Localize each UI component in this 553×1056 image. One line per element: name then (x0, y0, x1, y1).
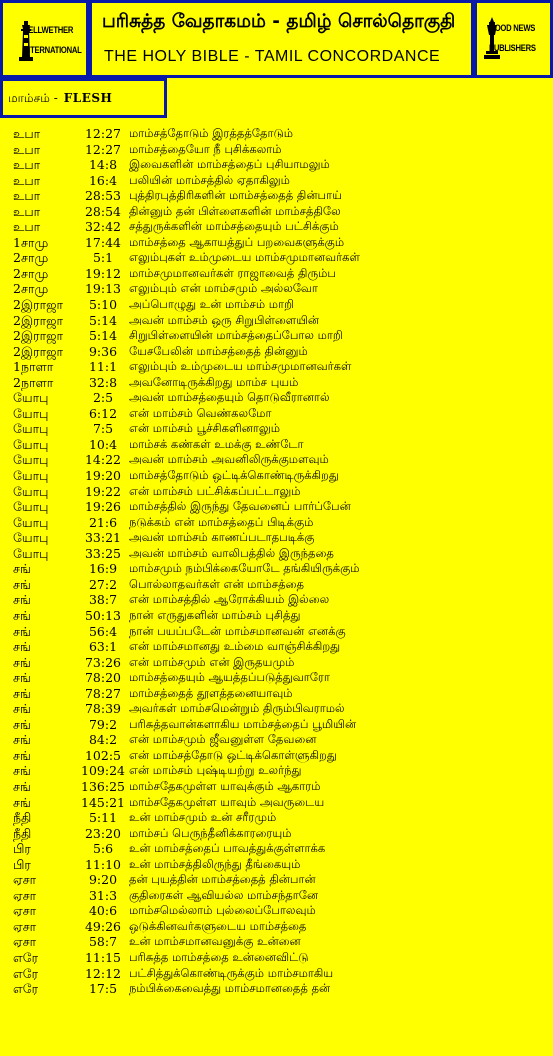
book-abbrev: சங் (13, 685, 31, 701)
verse-text: என் மாம்சமானது உம்மை வாஞ்சிக்கிறது (129, 639, 341, 654)
verse-text: ஒடுக்கினவர்களுடைய மாம்சத்தை (129, 918, 307, 933)
book-abbrev: யோபு (13, 483, 49, 499)
concordance-row (13, 468, 548, 484)
verse-ref: 7:5 (92, 421, 114, 437)
verse-ref: 32:8 (88, 374, 118, 390)
concordance-row (13, 390, 548, 406)
book-abbrev: உபா (13, 188, 41, 204)
concordance-row (13, 499, 548, 515)
concordance-row (13, 297, 548, 313)
book-abbrev: உபா (13, 219, 41, 235)
book-abbrev: நீதி (13, 810, 32, 826)
verse-text: எலும்பும் என் மாம்சமும் அல்லவோ (129, 281, 318, 296)
book-abbrev: யோபு (13, 405, 49, 421)
book-abbrev: சங் (13, 576, 31, 592)
concordance-row (13, 142, 548, 158)
verse-ref: 145:21 (81, 794, 125, 810)
book-abbrev: ஏசா (13, 872, 37, 888)
verse-text: மாம்சப் பெருந்தீனிக்காரரையும் (129, 825, 292, 840)
verse-text: உன் மாம்சத்தைப் பாவத்துக்குள்ளாக்க (129, 841, 326, 856)
book-abbrev: சங் (13, 623, 31, 639)
concordance-row (13, 592, 548, 608)
verse-text: நான் பயப்படேன் மாம்சமானவன் எனக்கு (129, 623, 346, 638)
concordance-row (13, 872, 548, 888)
verse-ref: 23:20 (84, 825, 122, 841)
book-abbrev: 1நாளா (13, 359, 54, 375)
book-abbrev: 2இராஜா (13, 328, 64, 344)
book-abbrev: சங் (13, 763, 31, 779)
section-heading-box (0, 78, 167, 118)
verse-ref: 5:10 (88, 297, 118, 313)
verse-text: மாம்சக் கண்கள் உமக்கு உண்டோ (129, 436, 304, 451)
concordance-row (13, 546, 548, 562)
book-abbrev: யோபு (13, 468, 49, 484)
verse-text: என் மாம்சம் பட்சிக்கப்பட்டாலும் (129, 483, 301, 498)
book-abbrev: சங் (13, 778, 31, 794)
concordance-row (13, 515, 548, 531)
book-abbrev: யோபு (13, 421, 49, 437)
book-abbrev: எரே (13, 965, 39, 981)
book-abbrev: பிர (13, 856, 31, 872)
verse-text: அப்பொழுது உன் மாம்சம் மாறி (129, 297, 294, 312)
book-abbrev: உபா (13, 203, 41, 219)
book-abbrev: சங் (13, 747, 31, 763)
concordance-row (13, 934, 548, 950)
verse-text: புத்திரபுத்திரிகளின் மாம்சத்தைத் தின்பாய் (129, 188, 342, 203)
book-abbrev: சங் (13, 701, 31, 717)
verse-ref: 79:2 (88, 716, 118, 732)
concordance-row (13, 826, 548, 842)
concordance-list (13, 126, 548, 997)
concordance-row (13, 235, 548, 251)
logo-right-line1: GOOD NEWS (489, 23, 536, 33)
verse-ref: 17:44 (84, 234, 122, 250)
book-abbrev: சங் (13, 654, 31, 670)
verse-text: அவர்கள் மாம்சமென்றும் திரும்பிவராமல் (129, 701, 345, 716)
book-abbrev: யோபு (13, 514, 49, 530)
book-abbrev: யோபு (13, 452, 49, 468)
book-abbrev: நீதி (13, 825, 32, 841)
verse-ref: 78:27 (84, 685, 122, 701)
verse-ref: 136:25 (81, 778, 125, 794)
book-abbrev: ஏசா (13, 887, 37, 903)
verse-text: அவன் மாம்சம் அவனிலிருக்குமளவும் (129, 452, 329, 467)
verse-text: என் மாம்சம் பூச்சிகளினாலும் (129, 421, 281, 436)
concordance-row (13, 452, 548, 468)
concordance-row (13, 437, 548, 453)
verse-text: குதிரைகள் ஆவியல்ல மாம்சந்தானே (129, 887, 319, 902)
verse-text: சத்துருக்களின் மாம்சத்தையும் பட்சிக்கும் (129, 219, 339, 234)
verse-text: மாம்சமெல்லாம் புல்லைப்போலவும் (129, 903, 316, 918)
verse-ref: 78:20 (84, 670, 122, 686)
verse-text: என் மாம்சமும் ஜீவனுள்ள தேவனை (129, 732, 317, 747)
verse-ref: 5:6 (92, 841, 114, 857)
verse-text: மாம்சத்தோடும் ஒட்டிக்கொண்டிருக்கிறது (129, 468, 339, 483)
verse-ref: 33:25 (84, 545, 122, 561)
verse-text: சிறுபிள்ளையின் மாம்சத்தைப்போல மாறி (129, 328, 343, 343)
concordance-row (13, 608, 548, 624)
verse-text: பரிசுத்த மாம்சத்தை உன்னைவிட்டு (129, 949, 309, 964)
concordance-row (13, 281, 548, 297)
concordance-row (13, 966, 548, 982)
concordance-row (13, 530, 548, 546)
verse-text: மாம்சமுமானவர்கள் ராஜாவைத் திரும்ப (129, 265, 336, 280)
book-abbrev: சங் (13, 732, 31, 748)
section-title (8, 91, 112, 107)
concordance-row (13, 173, 548, 189)
verse-text: இவைகளின் மாம்சத்தைப் புசியாமலும் (129, 157, 330, 172)
logo-left-line2: INTERNATIONAL (23, 45, 82, 55)
book-abbrev: சங் (13, 607, 31, 623)
concordance-row (13, 126, 548, 142)
verse-ref: 6:12 (88, 405, 118, 421)
concordance-row (13, 888, 548, 904)
verse-text: என் மாம்சமும் என் இருதயமும் (129, 654, 295, 669)
concordance-row (13, 577, 548, 593)
concordance-row (13, 981, 548, 997)
verse-text: மாம்சதேகமுள்ள யாவுக்கும் ஆகாரம் (129, 778, 321, 793)
concordance-row (13, 810, 548, 826)
verse-ref: 2:5 (92, 390, 114, 406)
verse-text: மாம்சத்தையோ நீ புசிக்கலாம் (129, 141, 282, 156)
verse-text: மாம்சத்தோடும் இரத்தத்தோடும் (129, 126, 293, 140)
concordance-row (13, 655, 548, 671)
book-abbrev: ஏசா (13, 918, 37, 934)
verse-text: பட்சித்துக்கொண்டிருக்கும் மாம்சமாகிய (129, 965, 334, 980)
concordance-row (13, 313, 548, 329)
verse-ref: 19:26 (84, 499, 122, 515)
book-abbrev: உபா (13, 141, 41, 157)
verse-ref: 102:5 (84, 747, 122, 763)
book-abbrev: ஏசா (13, 934, 37, 950)
concordance-row (13, 421, 548, 437)
verse-ref: 12:27 (84, 126, 122, 141)
concordance-row (13, 406, 548, 422)
verse-ref: 11:10 (84, 856, 122, 872)
concordance-row (13, 670, 548, 686)
book-abbrev: சங் (13, 639, 31, 655)
title-banner (89, 0, 474, 78)
tamil-title: பரிசுத்த வேதாகமம் - தமிழ் சொல்தொகுதி (102, 11, 456, 32)
verse-ref: 19:22 (84, 483, 122, 499)
verse-ref: 16:4 (88, 172, 118, 188)
concordance-row (13, 561, 548, 577)
verse-text: தின்னும் தன் பிள்ளைகளின் மாம்சத்திலே (129, 203, 341, 218)
verse-text: என் மாம்சத்தில் ஆரோக்கியம் இல்லை (129, 592, 330, 607)
verse-ref: 49:26 (84, 918, 122, 934)
book-abbrev: சங் (13, 794, 31, 810)
verse-text: எலும்புகள் உம்முடைய மாம்சமுமானவர்கள் (129, 250, 360, 265)
verse-ref: 21:6 (88, 514, 118, 530)
verse-ref: 28:54 (84, 203, 122, 219)
verse-ref: 56:4 (88, 623, 118, 639)
logo-right-line2: PUBLISHERS (489, 43, 536, 53)
verse-ref: 73:26 (84, 654, 122, 670)
verse-text: நடுக்கம் என் மாம்சத்தைப் பிடிக்கும் (129, 514, 314, 529)
book-abbrev: சங் (13, 716, 31, 732)
verse-ref: 50:13 (84, 607, 122, 623)
concordance-row (13, 250, 548, 266)
verse-ref: 19:20 (84, 468, 122, 484)
book-abbrev: உபா (13, 157, 41, 173)
concordance-row (13, 328, 548, 344)
verse-text: என் மாம்சத்தோடு ஒட்டிக்கொள்ளுகிறது (129, 747, 337, 762)
concordance-row (13, 188, 548, 204)
verse-text: அவனோடிருக்கிறது மாம்ச புயம் (129, 374, 299, 389)
verse-ref: 17:5 (88, 981, 118, 997)
verse-ref: 32:42 (84, 219, 122, 235)
verse-ref: 27:2 (88, 576, 118, 592)
verse-ref: 5:11 (88, 810, 118, 826)
verse-text: மாம்சத்தைத் தூளத்தனையாவும் (129, 685, 293, 700)
verse-ref: 38:7 (88, 592, 118, 608)
concordance-row (13, 359, 548, 375)
book-abbrev: 1சாமு (13, 234, 49, 250)
verse-ref: 78:39 (84, 701, 122, 717)
book-abbrev: யோபு (13, 499, 49, 515)
book-abbrev: 2இராஜா (13, 297, 64, 313)
book-abbrev: சங் (13, 561, 31, 577)
section-title-english: FLESH (63, 91, 113, 105)
book-abbrev: உபா (13, 172, 41, 188)
verse-text: மாம்சத்தை ஆகாயத்துப் பறவைகளுக்கும் (129, 234, 345, 249)
book-abbrev: யோபு (13, 530, 49, 546)
verse-text: பலியின் மாம்சத்தில் ஏதாகிலும் (129, 172, 290, 187)
verse-text: அவன் மாம்சம் வாலிபத்தில் இருந்ததை (129, 545, 334, 560)
book-abbrev: யோபு (13, 545, 49, 561)
verse-ref: 12:12 (84, 965, 122, 981)
verse-ref: 19:13 (84, 281, 122, 297)
verse-text: மாம்சதேகமுள்ள யாவும் அவருடைய (129, 794, 325, 809)
verse-ref: 5:14 (88, 328, 118, 344)
verse-ref: 5:14 (88, 312, 118, 328)
verse-ref: 11:1 (88, 359, 118, 375)
book-abbrev: 2சாமு (13, 265, 49, 281)
book-abbrev: சங் (13, 592, 31, 608)
verse-ref: 40:6 (88, 903, 118, 919)
verse-text: மாம்சத்தையும் ஆயத்தப்படுத்துவாரோ (129, 670, 330, 685)
concordance-row (13, 375, 548, 391)
concordance-row (13, 266, 548, 282)
verse-text: உன் மாம்சமானவனுக்கு உன்னை (129, 934, 301, 949)
concordance-row (13, 732, 548, 748)
concordance-row (13, 763, 548, 779)
verse-text: உன் மாம்சத்திலிருந்து தீங்கையும் (129, 856, 301, 871)
english-title: THE HOLY BIBLE - TAMIL CONCORDANCE (104, 48, 441, 65)
concordance-row (13, 624, 548, 640)
concordance-row (13, 639, 548, 655)
concordance-row (13, 484, 548, 500)
verse-text: அவன் மாம்சத்தையும் தொடுவீரானால் (129, 390, 330, 405)
book-abbrev: ஏசா (13, 903, 37, 919)
verse-text: நான் எருதுகளின் மாம்சம் புசித்து (129, 607, 301, 622)
book-abbrev: யோபு (13, 390, 49, 406)
book-abbrev: எரே (13, 981, 39, 997)
verse-ref: 9:20 (88, 872, 118, 888)
verse-text: அவன் மாம்சம் காணப்படாதபடிக்கு (129, 530, 315, 545)
concordance-row (13, 344, 548, 360)
verse-text: யேசபேலின் மாம்சத்தைத் தின்னும் (129, 343, 308, 358)
verse-ref: 19:12 (84, 265, 122, 281)
verse-ref: 5:1 (92, 250, 114, 266)
publisher-logo-left (0, 0, 89, 78)
book-abbrev: 2இராஜா (13, 343, 64, 359)
verse-ref: 109:24 (81, 763, 125, 779)
verse-ref: 10:4 (88, 436, 118, 452)
verse-text: அவன் மாம்சம் ஒரு சிறுபிள்ளையின் (129, 312, 320, 327)
verse-text: தன் புயத்தின் மாம்சத்தைத் தின்பான் (129, 872, 316, 887)
verse-ref: 28:53 (84, 188, 122, 204)
verse-text: என் மாம்சம் புஷ்டியற்று உலர்ந்து (129, 763, 302, 778)
concordance-row (13, 701, 548, 717)
logo-left-line1: BELLWETHER (23, 25, 74, 35)
concordance-row (13, 204, 548, 220)
concordance-row (13, 686, 548, 702)
verse-text: பரிசுத்தவான்களாகிய மாம்சத்தைப் பூமியின் (129, 716, 357, 731)
verse-ref: 16:9 (88, 561, 118, 577)
concordance-row (13, 950, 548, 966)
book-abbrev: யோபு (13, 436, 49, 452)
concordance-row (13, 779, 548, 795)
verse-text: நம்பிக்கைவைத்து மாம்சமானதைத் தன் (129, 981, 331, 996)
verse-text: பொல்லாதவர்கள் என் மாம்சத்தை (129, 576, 305, 591)
concordance-row (13, 919, 548, 935)
concordance-row (13, 857, 548, 873)
concordance-row (13, 157, 548, 173)
concordance-row (13, 841, 548, 857)
concordance-row (13, 748, 548, 764)
section-title-tamil: மாம்சம் - (8, 91, 58, 105)
book-abbrev: 2நாளா (13, 374, 54, 390)
verse-ref: 11:15 (84, 949, 122, 965)
verse-ref: 84:2 (88, 732, 118, 748)
concordance-row (13, 903, 548, 919)
verse-text: மாம்சமும் நம்பிக்கையோடே தங்கியிருக்கும் (129, 561, 360, 576)
verse-text: என் மாம்சம் வெண்கலமோ (129, 405, 272, 420)
verse-ref: 14:8 (88, 157, 118, 173)
concordance-row (13, 717, 548, 733)
verse-ref: 63:1 (88, 639, 118, 655)
book-abbrev: சங் (13, 670, 31, 686)
book-abbrev: உபா (13, 126, 41, 141)
book-abbrev: 2இராஜா (13, 312, 64, 328)
verse-ref: 58:7 (88, 934, 118, 950)
book-abbrev: பிர (13, 841, 31, 857)
concordance-row (13, 795, 548, 811)
verse-ref: 33:21 (84, 530, 122, 546)
book-abbrev: எரே (13, 949, 39, 965)
verse-text: எலும்பும் உம்முடைய மாம்சமுமானவர்கள் (129, 359, 352, 374)
verse-text: உன் மாம்சமும் உன் சரீரமும் (129, 810, 277, 825)
concordance-row (13, 219, 548, 235)
verse-ref: 14:22 (84, 452, 122, 468)
verse-ref: 9:36 (88, 343, 118, 359)
verse-ref: 12:27 (84, 141, 122, 157)
book-abbrev: 2சாமு (13, 250, 49, 266)
book-abbrev: 2சாமு (13, 281, 49, 297)
verse-ref: 31:3 (88, 887, 118, 903)
publisher-logo-right (474, 0, 553, 78)
verse-text: மாம்சத்தில் இருந்து தேவனைப் பார்ப்பேன் (129, 499, 351, 514)
